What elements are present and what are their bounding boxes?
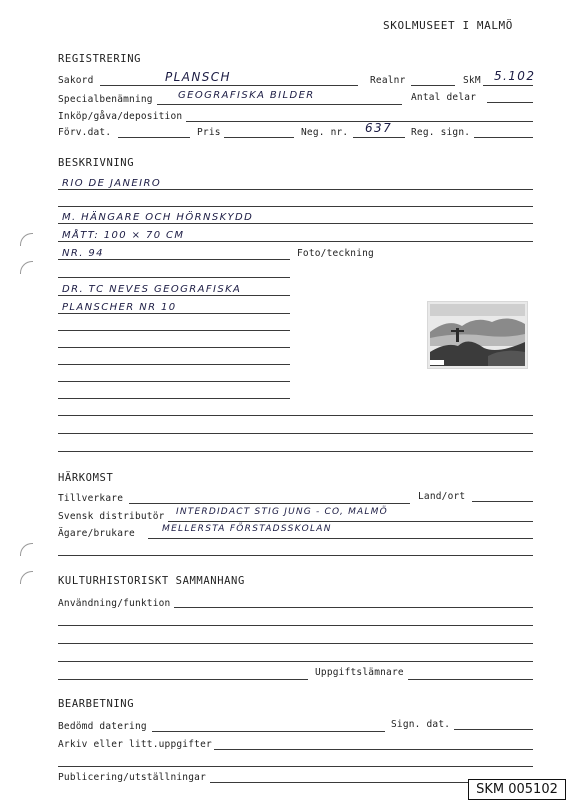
beskrivning-field-7[interactable] <box>58 295 290 296</box>
antal-delar-field[interactable] <box>487 102 533 103</box>
arkiv-label: Arkiv eller litt.uppgifter <box>58 739 212 750</box>
beskrivning-field-5[interactable] <box>58 259 290 260</box>
publicering-field[interactable] <box>210 782 468 783</box>
beskrivning-field-4[interactable] <box>58 241 533 242</box>
forv-dat-label: Förv.dat. <box>58 127 112 138</box>
specialbenamning-value: GEOGRAFISKA BILDER <box>178 90 315 101</box>
beskrivning-field-9[interactable] <box>58 330 290 331</box>
punch-hole-mark-2 <box>20 261 33 274</box>
object-photo <box>427 301 528 369</box>
landscape-photo-icon <box>428 302 527 368</box>
skm-field[interactable] <box>483 85 533 86</box>
anvandning-label: Användning/funktion <box>58 598 171 609</box>
antal-delar-label: Antal delar <box>411 92 477 103</box>
beskrivning-field-13[interactable] <box>58 398 290 399</box>
reg-sign-label: Reg. sign. <box>411 127 471 138</box>
beskrivning-field-14[interactable] <box>58 415 533 416</box>
kultur-field-2[interactable] <box>58 625 533 626</box>
neg-nr-field[interactable] <box>353 137 405 138</box>
beskrivning-line-3: MÅTT: 100 × 70 CM <box>62 230 185 241</box>
punch-hole-mark-4 <box>20 571 33 584</box>
sign-dat-field[interactable] <box>454 729 533 730</box>
kultur-field-5[interactable] <box>58 679 308 680</box>
beskrivning-line-2: M. HÄNGARE OCH HÖRNSKYDD <box>62 212 254 223</box>
pris-field[interactable] <box>224 137 294 138</box>
reg-sign-field[interactable] <box>474 137 533 138</box>
punch-hole-mark-3 <box>20 543 33 556</box>
beskrivning-field-6[interactable] <box>58 277 290 278</box>
section-heading-registrering: REGISTRERING <box>58 53 142 65</box>
beskrivning-field-8[interactable] <box>58 313 290 314</box>
beskrivning-line-4: NR. 94 <box>62 248 104 259</box>
agare-brukare-field[interactable] <box>148 538 533 539</box>
section-heading-beskrivning: BESKRIVNING <box>58 157 135 169</box>
museum-title: SKOLMUSEET I MALMÖ <box>383 19 514 32</box>
skm-value: 5.102 <box>494 69 536 83</box>
sakord-value: PLANSCH <box>165 70 231 84</box>
beskrivning-field-1[interactable] <box>58 189 533 190</box>
sakord-field[interactable] <box>100 85 358 86</box>
realnr-label: Realnr <box>370 75 406 86</box>
distributor-value: INTERDIDACT STIG JUNG - CO, MALMÖ <box>176 507 388 517</box>
beskrivning-field-3[interactable] <box>58 223 533 224</box>
land-ort-field[interactable] <box>472 501 533 502</box>
arkiv-field[interactable] <box>214 749 533 750</box>
inkop-field[interactable] <box>186 121 533 122</box>
punch-hole-mark-1 <box>20 233 33 246</box>
forv-dat-field[interactable] <box>118 137 190 138</box>
harkomst-field-extra[interactable] <box>58 555 533 556</box>
uppgiftslamnare-label: Uppgiftslämnare <box>315 667 404 678</box>
beskrivning-field-11[interactable] <box>58 364 290 365</box>
section-heading-bearbetning: BEARBETNING <box>58 698 135 710</box>
specialbenamning-label: Specialbenämning <box>58 94 153 105</box>
bedomd-datering-label: Bedömd datering <box>58 721 147 732</box>
publicering-label: Publicering/utställningar <box>58 772 206 783</box>
beskrivning-field-15[interactable] <box>58 433 533 434</box>
beskrivning-line-6: PLANSCHER NR 10 <box>62 302 177 313</box>
land-ort-label: Land/ort <box>418 491 466 502</box>
anvandning-field[interactable] <box>174 607 533 608</box>
uppgiftslamnare-field[interactable] <box>408 679 533 680</box>
distributor-field[interactable] <box>168 521 533 522</box>
bedomd-datering-field[interactable] <box>152 731 385 732</box>
realnr-field[interactable] <box>411 85 455 86</box>
beskrivning-field-10[interactable] <box>58 347 290 348</box>
skm-label: SkM <box>463 75 481 86</box>
sign-dat-label: Sign. dat. <box>391 719 451 730</box>
beskrivning-line-5: DR. TC NEVES GEOGRAFISKA <box>62 284 242 295</box>
section-heading-kultur: KULTURHISTORISKT SAMMANHANG <box>58 575 245 587</box>
neg-nr-label: Neg. nr. <box>301 127 349 138</box>
section-heading-harkomst: HÄRKOMST <box>58 472 114 484</box>
tillverkare-label: Tillverkare <box>58 493 124 504</box>
agare-brukare-value: MELLERSTA FÖRSTADSSKOLAN <box>162 524 332 534</box>
beskrivning-field-16[interactable] <box>58 451 533 452</box>
distributor-label: Svensk distributör <box>58 511 165 522</box>
pris-label: Pris <box>197 127 221 138</box>
neg-nr-value: 637 <box>365 121 393 135</box>
kultur-field-3[interactable] <box>58 643 533 644</box>
beskrivning-field-2[interactable] <box>58 206 533 207</box>
foto-teckning-label: Foto/teckning <box>297 248 374 259</box>
bearbetning-field-extra[interactable] <box>58 766 533 767</box>
tillverkare-field[interactable] <box>129 503 410 504</box>
beskrivning-field-12[interactable] <box>58 381 290 382</box>
beskrivning-line-1: RIO DE JANEIRO <box>62 178 162 189</box>
inkop-label: Inköp/gåva/deposition <box>58 111 183 122</box>
catalogue-number-stamp: SKM 005102 <box>468 779 566 800</box>
kultur-field-4[interactable] <box>58 661 533 662</box>
agare-brukare-label: Ägare/brukare <box>58 528 135 539</box>
specialbenamning-field[interactable] <box>157 104 402 105</box>
sakord-label: Sakord <box>58 75 94 86</box>
